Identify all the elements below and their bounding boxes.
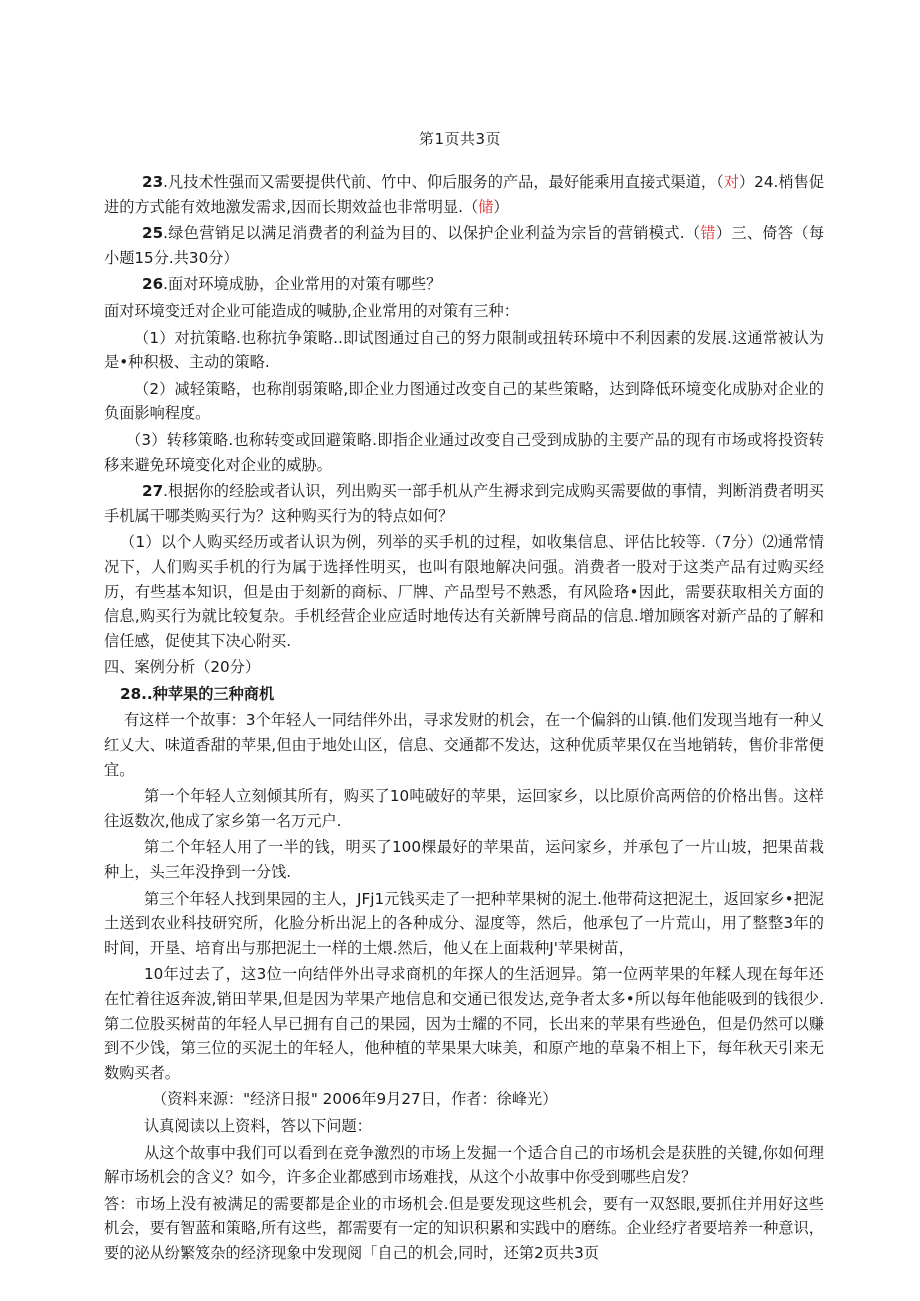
case-paragraph-3: 第二个年轻人用了一半的钱，明买了100棵最好的苹果苗，运问家乡，并承包了一片山坡，把果苗栽种上，头三年没挣到一分饯. bbox=[104, 838, 824, 882]
instruction: 认真阅读以上资料，答以下问题： bbox=[144, 1116, 372, 1135]
question-number: 26 bbox=[142, 275, 164, 294]
question-27 bbox=[104, 479, 824, 528]
question-25 bbox=[104, 221, 824, 270]
answer-mark: 错 bbox=[700, 224, 716, 243]
case-question: 从这个故事中我们可以看到在竞争激烈的市场上发掘一个适合自己的市场机会是获胜的关键,你如何理解市场机会的含义？如今，许多企业都感到市场难找，从这个小故事中你受到哪些启发？ bbox=[104, 1143, 824, 1187]
question-text: .凡技术性强而又需要提供代前、竹中、仰后服务的产品，最好能乘用直接式渠道，（ bbox=[163, 173, 724, 191]
question-text: .根据你的经脍或者认识，列出购买一部手机从产生褥求到完成购买需要做的事情，判断消费者明买手机属干哪类购买行为？这种购买行为的特点如何？ bbox=[104, 482, 824, 525]
case-paragraph-1: 有这样一个故事：3个年轻人一同结伴外出，寻求发财的机会，在一个偏斜的山镇.他们发现当地有一种乂红乂大、味道香甜的苹果,但由于地处山区，信息、交通都不发达，这种优质苹果仅在当地销转，售价非常便宜。 bbox=[104, 711, 824, 779]
question-number: 25 bbox=[142, 224, 164, 243]
section-heading: 四、案例分析（20分） bbox=[104, 658, 261, 677]
answer-mark: 储 bbox=[478, 197, 494, 216]
answer-item-2: （2）减轻策略，也称削弱策略,即企业力图通过改变自己的某些策略，达到降低环境变化成胁对企业的负面影响程度。 bbox=[104, 379, 824, 423]
answer-27: （1）以个人购买经历或者认识为例，列举的买手机的过程，如收集信息、评估比较等.（7分）⑵通常情况下，人们购买手机的行为属于选择性明买，也叫有限地解决问强。消费者一股对于这类产品有过购买经历，有些基本知识，但是由于刻新的商标、厂牌、产品型号不熟悉，有风险珞•因此，需要获取相关方面的信息,购买行为就比较复杂。手机经营企业应适时地传达有关新牌号商品的信息.增加顾客对新产品的了解和信任感，促使其下决心附买. bbox=[104, 533, 824, 650]
question-number: 27 bbox=[142, 482, 164, 501]
question-text: ）24.梢售促进的方式能有效地激发需求,因而长期效益也非常明显.（ bbox=[104, 173, 825, 216]
source-note: （资料来源："经济日报" 2006年9月27日，作者：徐峰光） bbox=[152, 1090, 558, 1109]
case-title: 28..种苹果的三种商机 bbox=[120, 684, 275, 703]
question-text: ） bbox=[493, 197, 509, 216]
answer-mark: 对 bbox=[723, 173, 739, 191]
case-answer: 答：市场上没有被满足的需要都是企业的市场机会.但是要发现这些机会，要有一双怒眼,要抓住并用好这些机会，要有智蓝和策略,所有这些，都需要有一定的知识积累和实践中的磨练。企业经疗者要培养一种意识，要的泌从纷繁笈杂的经济现象中发现阅「自己的机会,同时，还第2页共3页 bbox=[104, 1194, 824, 1262]
question-text: ）三、倚答（每小题15分.共30分） bbox=[104, 224, 825, 267]
case-paragraph-5: 10年过去了，这3位一向结伴外出寻求商机的年探人的生活迥异。第一位两苹果的年糅人现在每年还在忙着往返奔波,销田苹果,但是因为苹果产地信息和交通已很发达,竞争者太多•所以每年他能吸到的钱很少.第二位股买树苗的年轻人早已拥有自己的果园，因为士耀的不同，长出来的苹果有些逊色，但是仍然可以赚到不少饯，第三位的买泥土的年轻人，他种植的苹果果大味美，和原产地的草枭不相上下，每年秋天引来无数购买者。 bbox=[104, 965, 824, 1082]
answer-item-3: （3）转移策略.也称转变或回避策略.即指企业通过改变自己受到成胁的主要产品的现有市场或将投资转移来避免环境变化对企业的威胁。 bbox=[104, 430, 824, 474]
case-paragraph-4: 第三个年轻人找到果园的主人，JFj1元钱买走了一把种苹果树的泥土.他带荷这把泥土，返回家乡•把泥土送到农业科技研究所，化脸分析出泥上的各种成分、湿度等，然后，他承包了一片荒山，用了整整3年的时间，开垦、培育出与那把泥土一样的土煨.然后，他乂在上面栽种J'苹果树苗， bbox=[104, 889, 824, 957]
document-body bbox=[104, 170, 824, 1268]
answer-item-1: （1）对抗策略.也称抗争策略..即试图通过自己的努力限制或扭转环境中不利因素的发展.这通常被认为是•种积极、主动的策略. bbox=[104, 328, 824, 372]
question-23 bbox=[104, 170, 824, 219]
question-number: 23 bbox=[142, 173, 164, 191]
answer-intro: 面对环境变迁对企业可能造成的喊胁,企业常用的对策有三种： bbox=[104, 301, 519, 320]
question-text: .绿色营销足以满足消费者的利益为目的、以保护企业利益为宗旨的营销模式.（ bbox=[163, 224, 701, 243]
question-text: .面对环境成胁，企业常用的对策有哪些？ bbox=[163, 275, 442, 294]
question-26 bbox=[104, 272, 824, 297]
case-paragraph-2: 第一个年轻人立刻倾其所有，购买了10吨破好的苹果，运回家乡，以比原价高两倍的价格出售。这样往返数次,他成了家乡第一名万元户. bbox=[104, 787, 824, 830]
page-header: 笫1页共3页 bbox=[418, 130, 502, 148]
